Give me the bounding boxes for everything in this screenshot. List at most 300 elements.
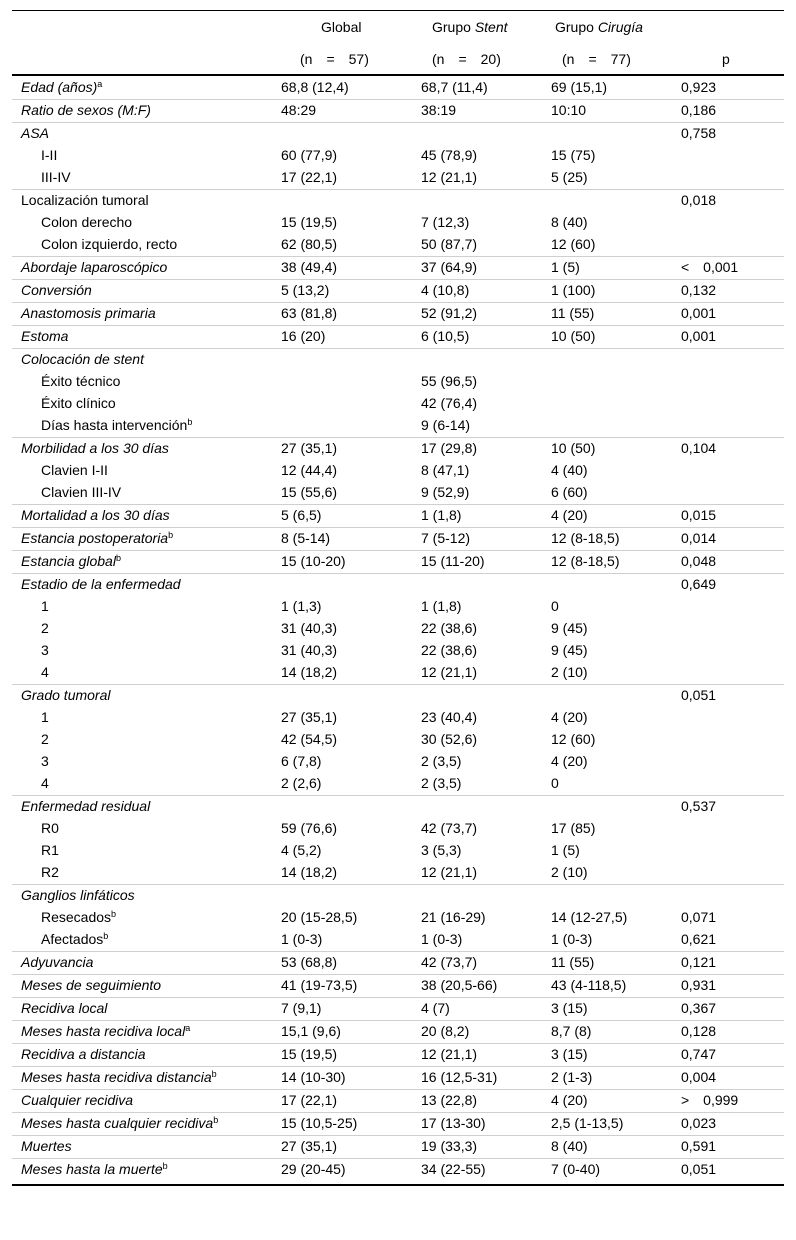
cell-global: 4 (5,2) [281,842,322,858]
table-row [12,839,784,861]
cell-cirugia: 10 (50) [551,328,596,344]
cell-cirugia: 12 (60) [551,236,596,252]
cell-global: 31 (40,3) [281,620,338,636]
cell-global: 42 (54,5) [281,731,338,747]
row-label-text: III-IV [41,169,71,185]
cell-p-value: 0,931 [681,977,717,993]
cell-cirugia: 8 (40) [551,214,588,230]
row-label [41,144,57,166]
cell-cirugia: 3 (15) [551,1000,588,1016]
row-label-text: Éxito técnico [41,373,121,389]
table-row [12,122,784,144]
cell-cirugia: 4 (20) [551,507,588,523]
table-row [12,684,784,706]
cell-stent: 20 (8,2) [421,1023,470,1039]
row-label-text: Conversión [21,282,92,298]
row-label-text: Cualquier recidiva [21,1092,134,1108]
row-label [21,1089,133,1111]
table-row [12,189,784,211]
row-label-text: Éxito clínico [41,395,116,411]
cell-stent: 22 (38,6) [421,642,478,658]
cell-cirugia: 4 (40) [551,462,588,478]
cell-stent: 21 (16-29) [421,909,486,925]
cell-global: 29 (20-45) [281,1161,346,1177]
cell-stent: 1 (1,8) [421,507,462,523]
cell-cirugia: 14 (12-27,5) [551,909,628,925]
cell-cirugia: 7 (0-40) [551,1161,601,1177]
row-label-text: Días hasta intervención [41,417,188,433]
cell-p-value: 0,128 [681,1023,717,1039]
cell-cirugia: 1 (0-3) [551,931,593,947]
cell-global: 27 (35,1) [281,709,338,725]
cell-stent: 22 (38,6) [421,620,478,636]
row-label-text: R0 [41,820,59,836]
row-label-text: Colon derecho [41,214,133,230]
footnote-marker: b [103,931,109,941]
cell-cirugia: 2,5 (1-13,5) [551,1115,624,1131]
cell-stent: 42 (73,7) [421,954,478,970]
row-label-text: Morbilidad a los 30 días [21,440,169,456]
cell-stent: 38 (20,5-66) [421,977,498,993]
cell-global: 12 (44,4) [281,462,338,478]
cell-p-value: 0,071 [681,909,717,925]
cell-global: 38 (49,4) [281,259,338,275]
row-label-text: 1 [41,598,49,614]
cell-stent: 1 (0-3) [421,931,463,947]
cell-global: 1 (0-3) [281,931,323,947]
cell-stent: 19 (33,3) [421,1138,478,1154]
row-label-text: Mortalidad a los 30 días [21,507,170,523]
cell-global: 2 (2,6) [281,775,322,791]
header-p: p [722,51,730,67]
cell-stent: 68,7 (11,4) [421,79,488,95]
cell-global: 53 (68,8) [281,954,338,970]
table-row [12,1066,784,1088]
table-row [12,573,784,595]
footnote-marker: b [115,553,121,563]
row-label [21,437,169,459]
header-stent-italic: Stent [474,19,508,35]
cell-stent: 50 (87,7) [421,236,478,252]
cell-p-value: 0,048 [681,553,717,569]
table-row [12,974,784,996]
cell-global: 1 (1,3) [281,598,322,614]
cell-p-value: 0,186 [681,102,717,118]
row-label-text: Abordaje laparoscópico [21,259,168,275]
cell-cirugia: 15 (75) [551,147,596,163]
table-row [12,639,784,661]
cell-cirugia: 8,7 (8) [551,1023,592,1039]
cell-cirugia: 4 (20) [551,709,588,725]
cell-global: 63 (81,8) [281,305,338,321]
row-label [41,414,192,436]
row-label [41,211,132,233]
row-label [21,325,68,347]
cell-stent: 45 (78,9) [421,147,478,163]
cell-stent: 52 (91,2) [421,305,478,321]
row-label [41,861,59,883]
cell-p-value: 0,051 [681,1161,717,1177]
row-label-text: Estoma [21,328,69,344]
table-row [12,211,784,233]
row-label [41,706,49,728]
row-label-text: Afectados [41,931,104,947]
cell-stent: 42 (73,7) [421,820,478,836]
cell-stent: 17 (29,8) [421,440,478,456]
row-label [21,1066,217,1088]
table-row [12,392,784,414]
cell-stent: 2 (3,5) [421,753,462,769]
row-label [41,459,108,481]
table-row [12,906,784,928]
row-label [21,550,121,572]
table-row [12,772,784,794]
cell-cirugia: 17 (85) [551,820,596,836]
row-label-text: Estadio de la enfermedad [21,576,181,592]
row-label [41,617,49,639]
cell-cirugia: 1 (100) [551,282,596,298]
row-label [41,481,121,503]
cell-global: 62 (80,5) [281,236,338,252]
cell-global: 5 (6,5) [281,507,322,523]
row-label-text: Meses hasta la muerte [21,1161,163,1177]
cell-p-value: 0,649 [681,576,717,592]
row-label-text: Edad (años) [21,79,98,95]
table-row [12,325,784,347]
cell-global: 15 (10-20) [281,553,346,569]
table-row [12,706,784,728]
table-row [12,997,784,1019]
cell-global: 68,8 (12,4) [281,79,349,95]
row-label-text: Meses hasta cualquier recidiva [21,1115,214,1131]
cell-stent: 3 (5,3) [421,842,462,858]
table-row [12,1135,784,1157]
cell-cirugia: 4 (20) [551,1092,588,1108]
cell-p-value: > 0,999 [681,1092,739,1108]
row-label [21,1043,146,1065]
row-label [41,928,108,950]
cell-global: 15,1 (9,6) [281,1023,341,1039]
cell-global: 14 (10-30) [281,1069,346,1085]
cell-stent: 12 (21,1) [421,169,478,185]
row-label [41,233,177,255]
cell-global: 17 (22,1) [281,169,338,185]
cell-cirugia: 9 (45) [551,642,588,658]
row-label [21,527,173,549]
table-row [12,617,784,639]
row-label-text: Clavien I-II [41,462,108,478]
cell-cirugia: 2 (1-3) [551,1069,593,1085]
row-label [41,392,116,414]
row-label-text: R1 [41,842,59,858]
row-label-text: Anastomosis primaria [21,305,156,321]
cell-global: 48:29 [281,102,317,118]
row-label-text: Resecados [41,909,112,925]
cell-stent: 15 (11-20) [421,553,485,569]
row-label [21,122,49,144]
cell-cirugia: 1 (5) [551,259,580,275]
footnote-marker: b [213,1115,219,1125]
cell-global: 31 (40,3) [281,642,338,658]
footnote-marker: b [187,417,193,427]
cell-stent: 9 (6-14) [421,417,471,433]
row-label-text: 2 [41,620,49,636]
cell-cirugia: 11 (55) [551,305,595,321]
table-row [12,1158,784,1180]
cell-p-value: 0,051 [681,687,717,703]
cell-global: 59 (76,6) [281,820,338,836]
row-label [21,279,92,301]
cell-p-value: 0,104 [681,440,717,456]
row-label [21,302,156,324]
row-label-text: Colon izquierdo, recto [41,236,178,252]
row-label [21,189,149,211]
table-row [12,370,784,392]
cell-stent: 30 (52,6) [421,731,478,747]
cell-stent: 1 (1,8) [421,598,462,614]
row-label [21,504,170,526]
cell-cirugia: 10 (50) [551,440,596,456]
table-row [12,279,784,301]
cell-global: 15 (10,5-25) [281,1115,358,1131]
table-row [12,928,784,950]
row-label-text: Muertes [21,1138,72,1154]
row-label-text: Recidiva a distancia [21,1046,146,1062]
cell-cirugia: 12 (60) [551,731,596,747]
table-row [12,481,784,503]
table-top-rule [12,10,784,11]
table-row [12,661,784,683]
cell-stent: 8 (47,1) [421,462,470,478]
table-row [12,728,784,750]
table-row [12,348,784,370]
cell-cirugia: 43 (4-118,5) [551,977,627,993]
footnote-marker: b [162,1161,168,1171]
table-row [12,144,784,166]
row-label-text: 1 [41,709,49,725]
cell-p-value: 0,015 [681,507,717,523]
table-row [12,550,784,572]
row-label-text: Ratio de sexos (M:F) [21,102,151,118]
footnote-marker: b [211,1069,217,1079]
header-global-title: Global [321,19,362,35]
header-global-n: (n = 57) [300,51,369,67]
cell-cirugia: 4 (20) [551,753,588,769]
cell-global: 17 (22,1) [281,1092,338,1108]
row-label [41,906,116,928]
cell-stent: 16 (12,5-31) [421,1069,498,1085]
header-cirugia-prefix: Grupo [555,19,598,35]
cell-p-value: 0,621 [681,931,717,947]
footnote-marker: a [185,1023,191,1033]
cell-cirugia: 11 (55) [551,954,595,970]
cell-stent: 12 (21,1) [421,664,478,680]
row-label-text: Colocación de stent [21,351,144,367]
row-label [41,661,49,683]
row-label [21,1112,218,1134]
row-label [21,1020,190,1042]
row-label-text: R2 [41,864,59,880]
header-cirugia-n: (n = 77) [562,51,631,67]
row-label [41,370,120,392]
table-row [12,951,784,973]
row-label [21,1158,168,1180]
row-label-text: Enfermedad residual [21,798,151,814]
table-row [12,233,784,255]
header-cirugia-title [555,17,643,37]
cell-cirugia: 0 [551,775,559,791]
row-label [41,817,59,839]
cell-global: 15 (19,5) [281,1046,338,1062]
row-label [21,76,102,98]
row-label-text: Meses hasta recidiva local [21,1023,186,1039]
table-row [12,595,784,617]
cell-cirugia: 69 (15,1) [551,79,608,95]
cell-cirugia: 9 (45) [551,620,588,636]
row-label-text: 4 [41,664,49,680]
cell-stent: 6 (10,5) [421,328,470,344]
table-bottom-rule [12,1184,784,1186]
cell-global: 8 (5-14) [281,530,331,546]
cell-cirugia: 8 (40) [551,1138,588,1154]
row-label-text: Meses hasta recidiva distancia [21,1069,212,1085]
row-label [21,951,93,973]
cell-p-value: 0,591 [681,1138,717,1154]
cell-p-value: 0,367 [681,1000,717,1016]
table-row [12,99,784,121]
row-label [41,728,49,750]
table-row [12,1043,784,1065]
row-label [21,99,151,121]
cell-stent: 4 (10,8) [421,282,470,298]
cell-global: 14 (18,2) [281,664,338,680]
row-label-text: 2 [41,731,49,747]
cell-stent: 37 (64,9) [421,259,478,275]
cell-cirugia: 0 [551,598,559,614]
footnote-marker: b [111,909,117,919]
table-row [12,1020,784,1042]
table-row [12,795,784,817]
cell-p-value: 0,018 [681,192,717,208]
footnote-marker: b [168,530,174,540]
table-row [12,1089,784,1111]
row-label [41,595,49,617]
row-label [21,1135,72,1157]
cell-stent: 23 (40,4) [421,709,478,725]
cell-p-value: 0,023 [681,1115,717,1131]
row-label-text: 3 [41,753,49,769]
cell-stent: 17 (13-30) [421,1115,486,1131]
row-label-text: Adyuvancia [21,954,94,970]
cell-stent: 13 (22,8) [421,1092,478,1108]
row-label [41,166,71,188]
row-label-text: Recidiva local [21,1000,108,1016]
row-label [41,639,49,661]
row-label [21,997,107,1019]
cell-p-value: 0,537 [681,798,717,814]
cell-global: 20 (15-28,5) [281,909,358,925]
cell-cirugia: 5 (25) [551,169,588,185]
table-row [12,817,784,839]
row-label-text: I-II [41,147,58,163]
table-row [12,527,784,549]
table-row [12,861,784,883]
cell-global: 7 (9,1) [281,1000,322,1016]
cell-cirugia: 2 (10) [551,864,588,880]
cell-global: 5 (13,2) [281,282,330,298]
table-row [12,414,784,436]
footnote-marker: a [97,79,103,89]
header-stent-prefix: Grupo [432,19,475,35]
table-row [12,256,784,278]
row-label-text: Meses de seguimiento [21,977,162,993]
row-label [21,256,167,278]
cell-p-value: < 0,001 [681,259,739,275]
cell-stent: 12 (21,1) [421,864,478,880]
row-label [21,348,144,370]
cell-stent: 4 (7) [421,1000,450,1016]
row-label [21,684,110,706]
cell-stent: 2 (3,5) [421,775,462,791]
cell-cirugia: 2 (10) [551,664,588,680]
row-label-text: 3 [41,642,49,658]
header-stent-title [432,17,508,37]
row-label-text: Localización tumoral [21,192,149,208]
row-label [21,573,181,595]
row-label-text: Clavien III-IV [41,484,122,500]
cell-global: 27 (35,1) [281,440,338,456]
table-row [12,1112,784,1134]
cell-stent: 34 (22-55) [421,1161,486,1177]
row-label-text: ASA [21,125,50,141]
table-row [12,459,784,481]
table-row [12,76,784,98]
cell-stent: 12 (21,1) [421,1046,478,1062]
table-row [12,750,784,772]
cell-p-value: 0,121 [681,954,717,970]
row-label [21,795,150,817]
cell-stent: 42 (76,4) [421,395,478,411]
header-stent-n: (n = 20) [432,51,501,67]
cell-global: 16 (20) [281,328,326,344]
table-row [12,504,784,526]
header-cirugia-italic: Cirugía [597,19,643,35]
row-label-text: 4 [41,775,49,791]
cell-stent: 7 (5-12) [421,530,471,546]
row-label [21,974,161,996]
row-label [41,839,59,861]
row-label [41,750,49,772]
cell-cirugia: 12 (8-18,5) [551,553,620,569]
cell-cirugia: 3 (15) [551,1046,588,1062]
table-row [12,884,784,906]
cell-global: 60 (77,9) [281,147,338,163]
cell-p-value: 0,001 [681,305,717,321]
cell-global: 41 (19-73,5) [281,977,358,993]
cell-p-value: 0,014 [681,530,717,546]
cell-p-value: 0,001 [681,328,717,344]
row-label [41,772,49,794]
cell-global: 6 (7,8) [281,753,322,769]
cell-stent: 55 (96,5) [421,373,478,389]
row-label-text: Ganglios linfáticos [21,887,135,903]
cell-cirugia: 6 (60) [551,484,588,500]
cell-global: 15 (19,5) [281,214,338,230]
cell-p-value: 0,004 [681,1069,717,1085]
cell-cirugia: 10:10 [551,102,587,118]
row-label-text: Grado tumoral [21,687,111,703]
table-row [12,302,784,324]
